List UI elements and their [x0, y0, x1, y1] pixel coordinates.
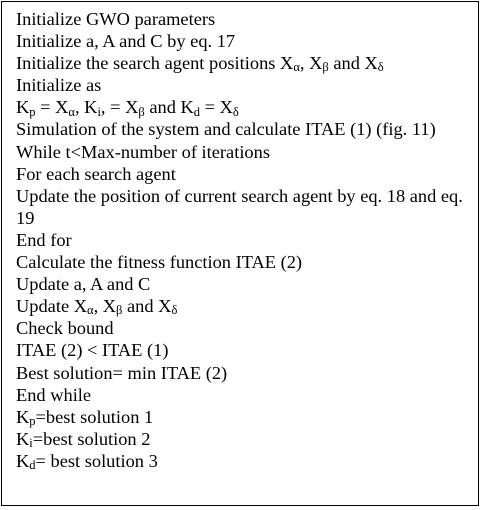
subscript: d [193, 104, 201, 119]
line-text: Initialize as [16, 75, 102, 96]
line-text: = X [200, 97, 233, 118]
subscript: β [322, 60, 329, 75]
algorithm-line [16, 96, 472, 118]
line-text: Check bound [16, 318, 114, 339]
line-text: = X [35, 97, 69, 118]
algorithm-line [16, 52, 472, 74]
subscript: p [29, 104, 36, 119]
line-text: End while [16, 384, 92, 405]
algorithm-line [16, 163, 472, 185]
line-text: , X [93, 296, 117, 317]
line-text: and X [122, 296, 172, 317]
line-text: Simulation of the system and calculate ITAE (1) (fig. 11) [16, 119, 436, 140]
subscript: i [29, 436, 33, 451]
line-text: Update the position of current search agent by eq. 18 and eq. 19 [16, 185, 463, 228]
algorithm-line [16, 229, 472, 251]
line-text: , = X [100, 97, 139, 118]
algorithm-line [16, 406, 472, 428]
subscript: δ [171, 303, 178, 318]
subscript: α [68, 104, 75, 119]
line-text: = best solution 3 [35, 450, 158, 471]
algorithm-line [16, 141, 472, 163]
line-text: For each search agent [16, 163, 176, 184]
algorithm-line [16, 362, 472, 384]
line-text: While t<Max-number of iterations [16, 141, 270, 162]
line-text: Initialize a, A and C by eq. 17 [16, 31, 236, 52]
line-text: =best solution 1 [35, 406, 154, 427]
line-text: Initialize the search agent positions X [16, 53, 294, 74]
algorithm-box [1, 1, 479, 506]
algorithm-line [16, 428, 472, 450]
line-text: K [16, 450, 30, 471]
line-text: K [16, 428, 30, 449]
algorithm-line [16, 273, 472, 295]
line-text: End for [16, 229, 72, 250]
algorithm-line [16, 118, 472, 140]
algorithm-lines [16, 8, 472, 472]
algorithm-line [16, 384, 472, 406]
subscript: β [138, 104, 145, 119]
algorithm-line [16, 251, 472, 273]
algorithm-line [16, 450, 472, 472]
subscript: i [97, 104, 101, 119]
line-text: K [16, 406, 30, 427]
algorithm-line [16, 185, 472, 229]
line-text: K [16, 97, 30, 118]
algorithm-line [16, 8, 472, 30]
line-text: and X [328, 53, 378, 74]
algorithm-line [16, 339, 472, 361]
line-text: , X [299, 53, 323, 74]
algorithm-line [16, 317, 472, 339]
subscript: β [116, 303, 123, 318]
subscript: α [87, 303, 94, 318]
line-text: ITAE (2) < ITAE (1) [16, 340, 169, 361]
subscript: δ [377, 60, 384, 75]
line-text: Update X [16, 296, 87, 317]
algorithm-line [16, 295, 472, 317]
subscript: δ [232, 104, 239, 119]
line-text: Initialize GWO parameters [16, 9, 216, 29]
subscript: p [29, 413, 36, 428]
algorithm-line [16, 74, 472, 96]
line-text: Best solution= min ITAE (2) [16, 362, 228, 383]
line-text: =best solution 2 [32, 428, 151, 449]
line-text: Calculate the fitness function ITAE (2) [16, 252, 303, 273]
subscript: α [293, 60, 300, 75]
line-text: and K [144, 97, 194, 118]
subscript: d [29, 458, 36, 473]
line-text: , K [74, 97, 98, 118]
algorithm-line [16, 30, 472, 52]
line-text: Update a, A and C [16, 274, 151, 295]
